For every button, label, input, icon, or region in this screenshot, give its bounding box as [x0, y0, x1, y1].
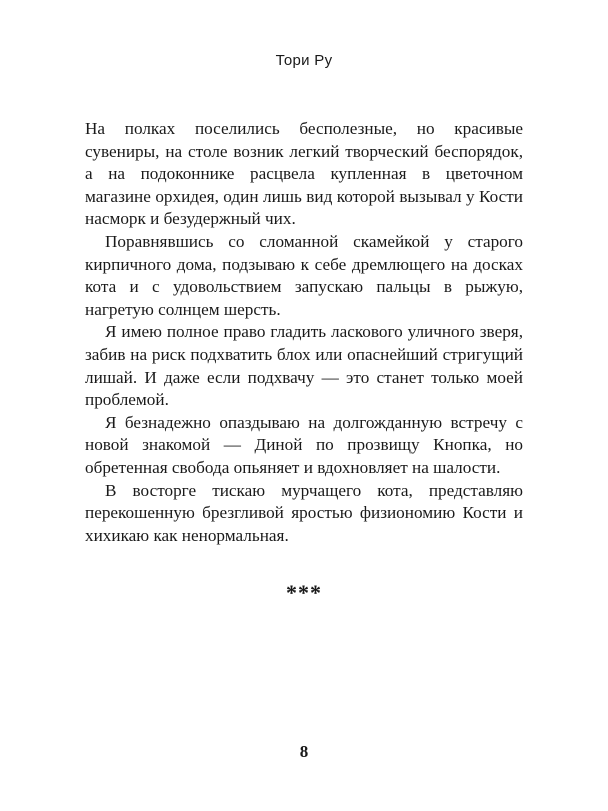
- paragraph: Поравнявшись со сломанной скамейкой у старого кирпичного дома, подзываю к себе дремлющего на досках кота и с удовольствием запускаю пальцы в рыжую, нагретую солнцем шерсть.: [85, 231, 523, 319]
- paragraph: Я безнадежно опаздываю на долгожданную встречу с новой знакомой — Диной по прозвищу Кнопка, но обретенная свобода опьяняет и вдохновляет на шалости.: [85, 412, 523, 477]
- page-number: 8: [299, 742, 309, 761]
- paragraph: Я имею полное право гладить ласкового уличного зверя, забив на риск подхватить блох или опаснейший стригущий лишай. И даже если подхвачу — это станет только моей проблемой.: [85, 322, 523, 410]
- section-separator: ***: [286, 580, 322, 605]
- paragraph: На полках поселились бесполезные, но красивые сувениры, на столе возник легкий творческий беспорядок, а на подоконнике расцвела купленная в цветочном магазине орхидея, один лишь вид которой вызывал у Кости насморк и безудержный чих.: [85, 119, 523, 229]
- paragraph: В восторге тискаю мурчащего кота, представляю перекошенную брезгливой яростью физиономию Кости и хихикаю как ненормальная.: [85, 480, 523, 545]
- running-head-title: Тори Ру: [275, 52, 333, 69]
- body-text: [85, 118, 523, 547]
